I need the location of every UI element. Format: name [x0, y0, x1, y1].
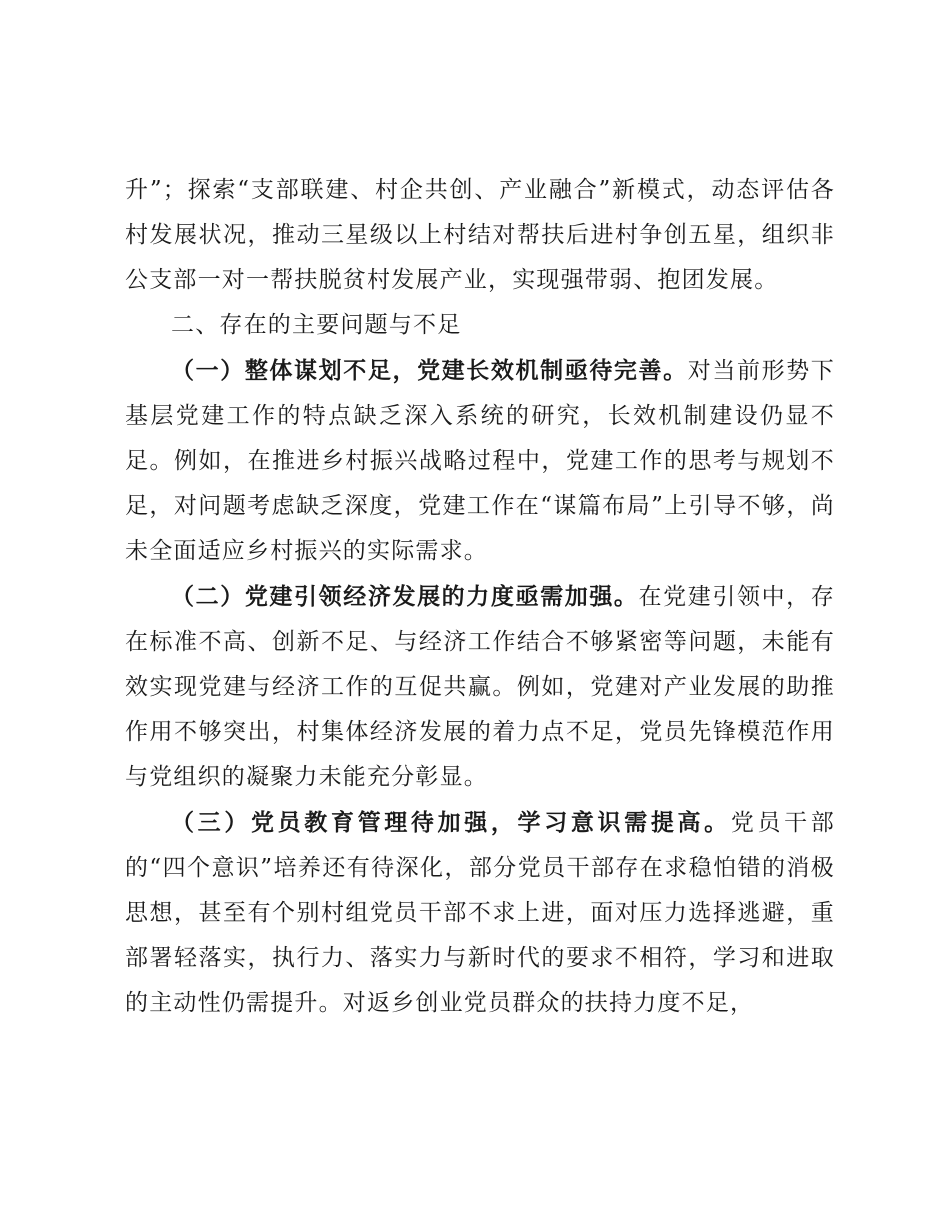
subsection-heading-2: （二）党建引领经济发展的力度亟需加强。 — [171, 583, 639, 610]
subsection-heading-1: （一）整体谋划不足，党建长效机制亟待完善。 — [171, 357, 688, 384]
subsection-body-1: 对当前形势下基层党建工作的特点缺乏深入系统的研究，长效机制建设仍显不足。例如，在推进乡村振兴战略过程中，党建工作的思考与规划不足，对问题考虑缺乏深度，党建工作在“谋篇布局”上引导不够，尚未全面适应乡村振兴的实际需求。 — [125, 358, 836, 564]
subsection-paragraph-1 — [125, 348, 835, 574]
section-heading: 二、存在的主要问题与不足 — [171, 312, 462, 338]
subsection-heading-3: （三）党员教育管理待加强，学习意识需提高。 — [171, 809, 731, 836]
subsection-body-2: 在党建引领中，存在标准不高、创新不足、与经济工作结合不够紧密等问题，未能有效实现党建与经济工作的互促共赢。例如，党建对产业发展的助推作用不够突出，村集体经济发展的着力点不足，党员先锋模范作用与党组织的凝聚力未能充分彰显。 — [125, 584, 835, 790]
paragraph-continuation: 升”；探索“支部联建、村企共创、产业融合”新模式，动态评估各村发展状况，推动三星级以上村结对帮扶后进村争创五星，组织非公支部一对一帮扶脱贫村发展产业，实现强带弱、抱团发展。 — [125, 177, 835, 293]
subsection-paragraph-3 — [125, 800, 835, 1026]
subsection-paragraph-2 — [125, 574, 835, 800]
document-body — [125, 168, 835, 1026]
subsection-body-3: 党员干部的“四个意识”培养还有待深化，部分党员干部存在求稳怕错的消极思想，甚至有个别村组党员干部不求上进，面对压力选择逃避，重部署轻落实，执行力、落实力与新时代的要求不相符，学习和进取的主动性仍需提升。对返乡创业党员群众的扶持力度不足， — [125, 810, 835, 1016]
